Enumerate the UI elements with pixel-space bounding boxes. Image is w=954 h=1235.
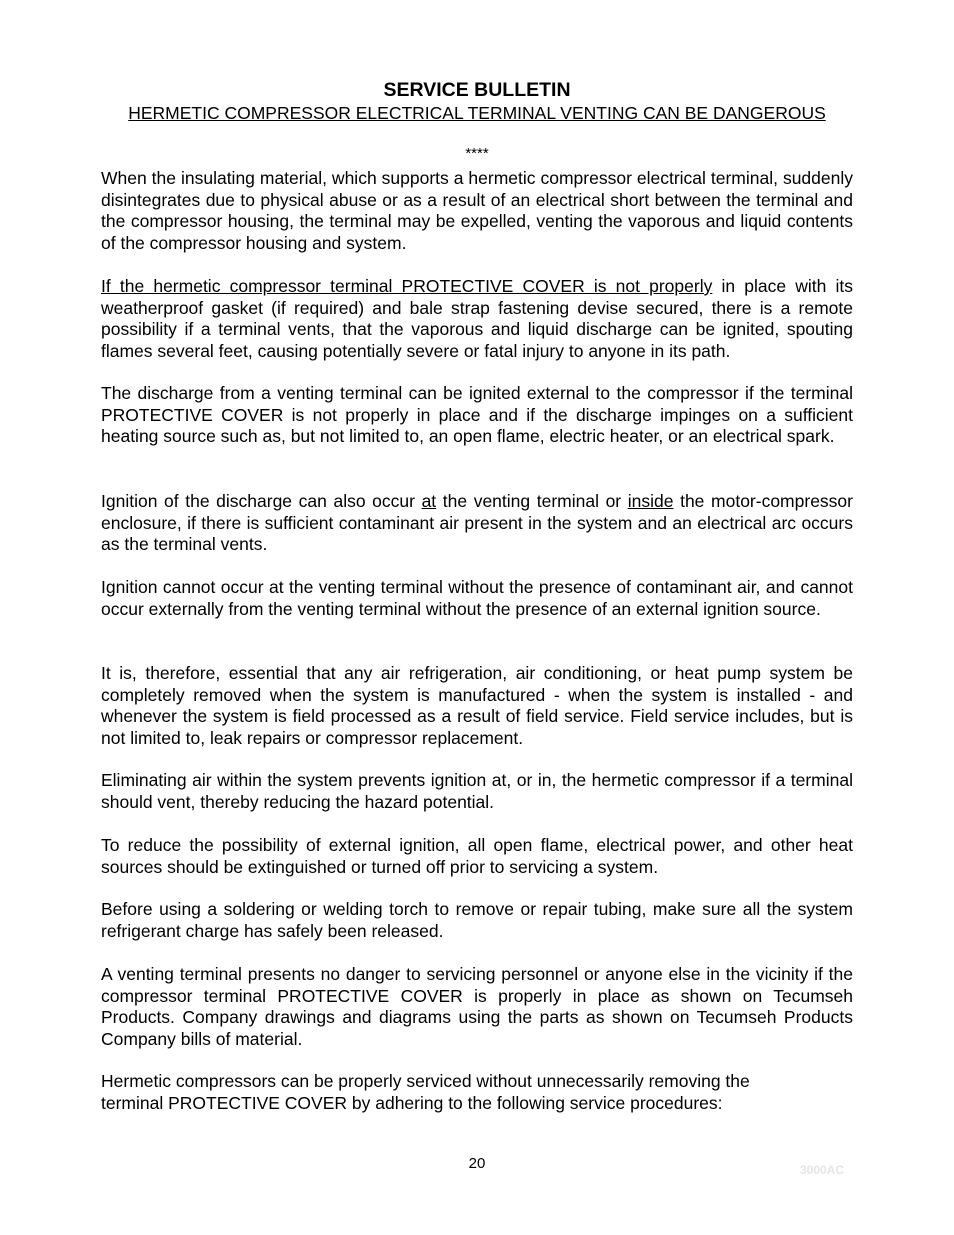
underlined-word-inside: inside: [627, 491, 674, 511]
paragraph-text: in place with its weatherproof gasket (if required) and bale strap fastening devise secured, there is a remote possibility if a terminal vents, that the vaporous and liquid discharge can be ignited, spouting flames several feet, causing potentially severe or fatal injury to anyone in its path.: [101, 276, 853, 361]
paragraph-ignition-conditions: Ignition cannot occur at the venting terminal without the presence of contaminant air, and cannot occur externally from the venting terminal without the presence of an external ignition source.: [101, 577, 853, 619]
bulletin-subtitle: HERMETIC COMPRESSOR ELECTRICAL TERMINAL VENTING CAN BE DANGEROUS: [128, 103, 826, 123]
paragraph-eliminating-air: Eliminating air within the system prevents ignition at, or in, the hermetic compressor if a terminal should vent, thereby reducing the hazard potential.: [101, 770, 853, 812]
underlined-word-at: at: [421, 491, 437, 511]
bulletin-title: SERVICE BULLETIN: [383, 79, 571, 101]
paragraph-line: Hermetic compressors can be properly serviced without unnecessarily removing the: [101, 1071, 750, 1091]
underlined-warning-text: If the hermetic compressor terminal PROTECTIVE COVER is not properly: [101, 276, 713, 296]
paragraph-reduce-ignition: To reduce the possibility of external ignition, all open flame, electrical power, and other heat sources should be extinguished or turned off prior to servicing a system.: [101, 835, 853, 877]
paragraph-torch-warning: Before using a soldering or welding torch to remove or repair tubing, make sure all the system refrigerant charge has safely been released.: [101, 899, 853, 941]
paragraph-text: the venting terminal or: [436, 491, 628, 511]
paragraph-insulation-failure: When the insulating material, which supports a hermetic compressor electrical terminal, suddenly disintegrates due to physical abuse or as a result of an electrical short between the terminal and the compressor housing, the terminal may be expelled, venting the vaporous and liquid contents of the compressor housing and system.: [101, 168, 853, 253]
paragraph-external-ignition: The discharge from a venting terminal can be ignited external to the compressor if the terminal PROTECTIVE COVER is not properly in place and if the discharge impinges on a sufficient heating source such as, but not limited to, an open flame, electric heater, or an electrical spark.: [101, 383, 853, 446]
paragraph-protective-cover: [101, 276, 853, 362]
page-number: 20: [468, 1155, 486, 1172]
paragraph-text: the motor-compressor enclosure, if there is sufficient contaminant air present in the system and an electrical arc occurs as the terminal vents.: [101, 491, 853, 554]
paragraph-service-procedures: [101, 1071, 853, 1114]
paragraph-internal-ignition: [101, 491, 853, 556]
paragraph-text: Ignition of the discharge can also occur: [101, 491, 422, 511]
section-separator: ****: [465, 145, 489, 162]
paragraph-line: terminal PROTECTIVE COVER by adhering to the following service procedures:: [101, 1092, 723, 1113]
document-code: 3000AC: [800, 1163, 845, 1177]
paragraph-venting-terminal: A venting terminal presents no danger to servicing personnel or anyone else in the vicinity if the compressor terminal PROTECTIVE COVER is properly in place as shown on Tecumseh Products. Company drawings and diagrams using the parts as shown on Tecumseh Products Company bills of material.: [101, 964, 853, 1049]
paragraph-remove-air: It is, therefore, essential that any air refrigeration, air conditioning, or heat pump system be completely removed when the system is manufactured - when the system is installed - and whenever the system is field processed as a result of field service. Field service includes, but is not limited to, leak repairs or compressor replacement.: [101, 663, 853, 748]
